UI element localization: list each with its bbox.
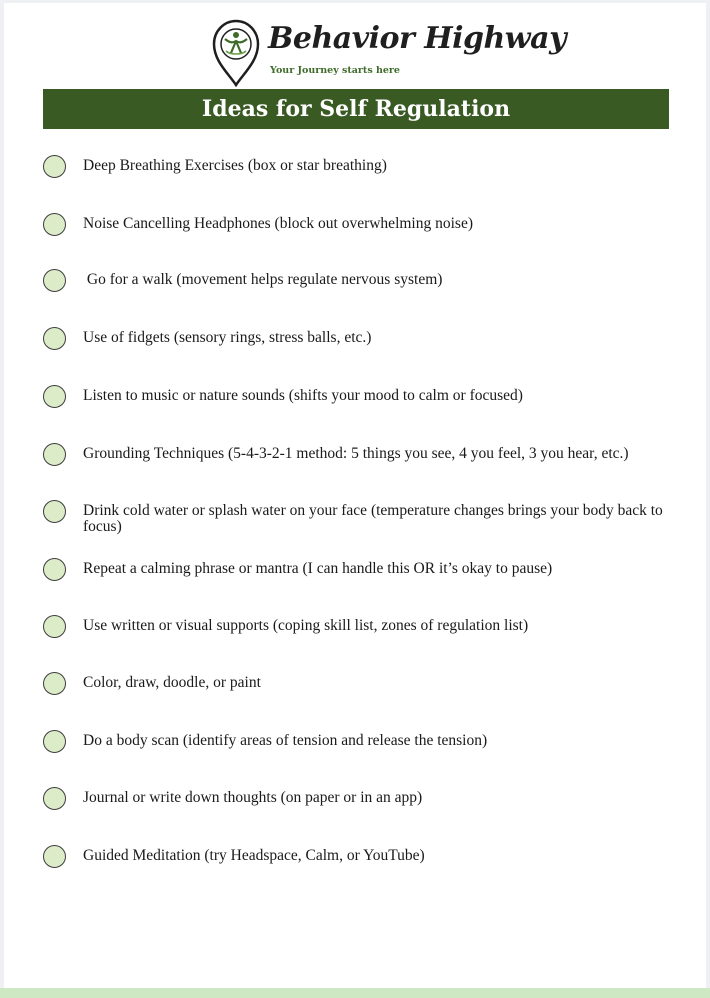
item-label: Grounding Techniques (5-4-3-2-1 method: 5 things you see, 4 you feel, 3 you hear, etc.) <box>83 445 629 462</box>
item-label: Go for a walk (movement helps regulate nervous system) <box>83 271 443 288</box>
checkbox-circle[interactable] <box>43 385 66 408</box>
checkbox-circle[interactable] <box>43 213 66 236</box>
item-label: Deep Breathing Exercises (box or star breathing) <box>83 157 387 174</box>
document-page <box>4 3 706 988</box>
checkbox-circle[interactable] <box>43 730 66 753</box>
item-label: Journal or write down thoughts (on paper or in an app) <box>83 789 423 806</box>
logo-tagline: Your Journey starts here <box>270 65 400 76</box>
checkbox-circle[interactable] <box>43 615 66 638</box>
checkbox-circle[interactable] <box>43 845 66 868</box>
checkbox-circle[interactable] <box>43 327 66 350</box>
logo-name: Behavior Highway <box>268 21 567 56</box>
item-label: Guided Meditation (try Headspace, Calm, or YouTube) <box>83 847 425 864</box>
map-pin-person-icon <box>210 17 262 87</box>
page-title: Ideas for Self Regulation <box>201 96 511 122</box>
checkbox-circle[interactable] <box>43 500 66 523</box>
bottom-bar <box>0 988 710 998</box>
item-label: Listen to music or nature sounds (shifts your mood to calm or focused) <box>83 387 523 404</box>
checkbox-circle[interactable] <box>43 558 66 581</box>
checkbox-circle[interactable] <box>43 269 66 292</box>
checkbox-circle[interactable] <box>43 155 66 178</box>
item-label: Noise Cancelling Headphones (block out overwhelming noise) <box>83 215 473 232</box>
logo <box>210 17 567 89</box>
checkbox-circle[interactable] <box>43 443 66 466</box>
item-label: Color, draw, doodle, or paint <box>83 674 261 691</box>
item-label: Do a body scan (identify areas of tension and release the tension) <box>83 732 488 749</box>
item-label: Use of fidgets (sensory rings, stress balls, etc.) <box>83 329 372 346</box>
item-label: Repeat a calming phrase or mantra (I can handle this OR it’s okay to pause) <box>83 560 553 577</box>
item-label: Drink cold water or splash water on your face (temperature changes brings your body back to focus) <box>83 502 663 535</box>
checkbox-circle[interactable] <box>43 787 66 810</box>
title-bar <box>43 89 669 129</box>
item-label: Use written or visual supports (coping skill list, zones of regulation list) <box>83 617 529 634</box>
checkbox-circle[interactable] <box>43 672 66 695</box>
